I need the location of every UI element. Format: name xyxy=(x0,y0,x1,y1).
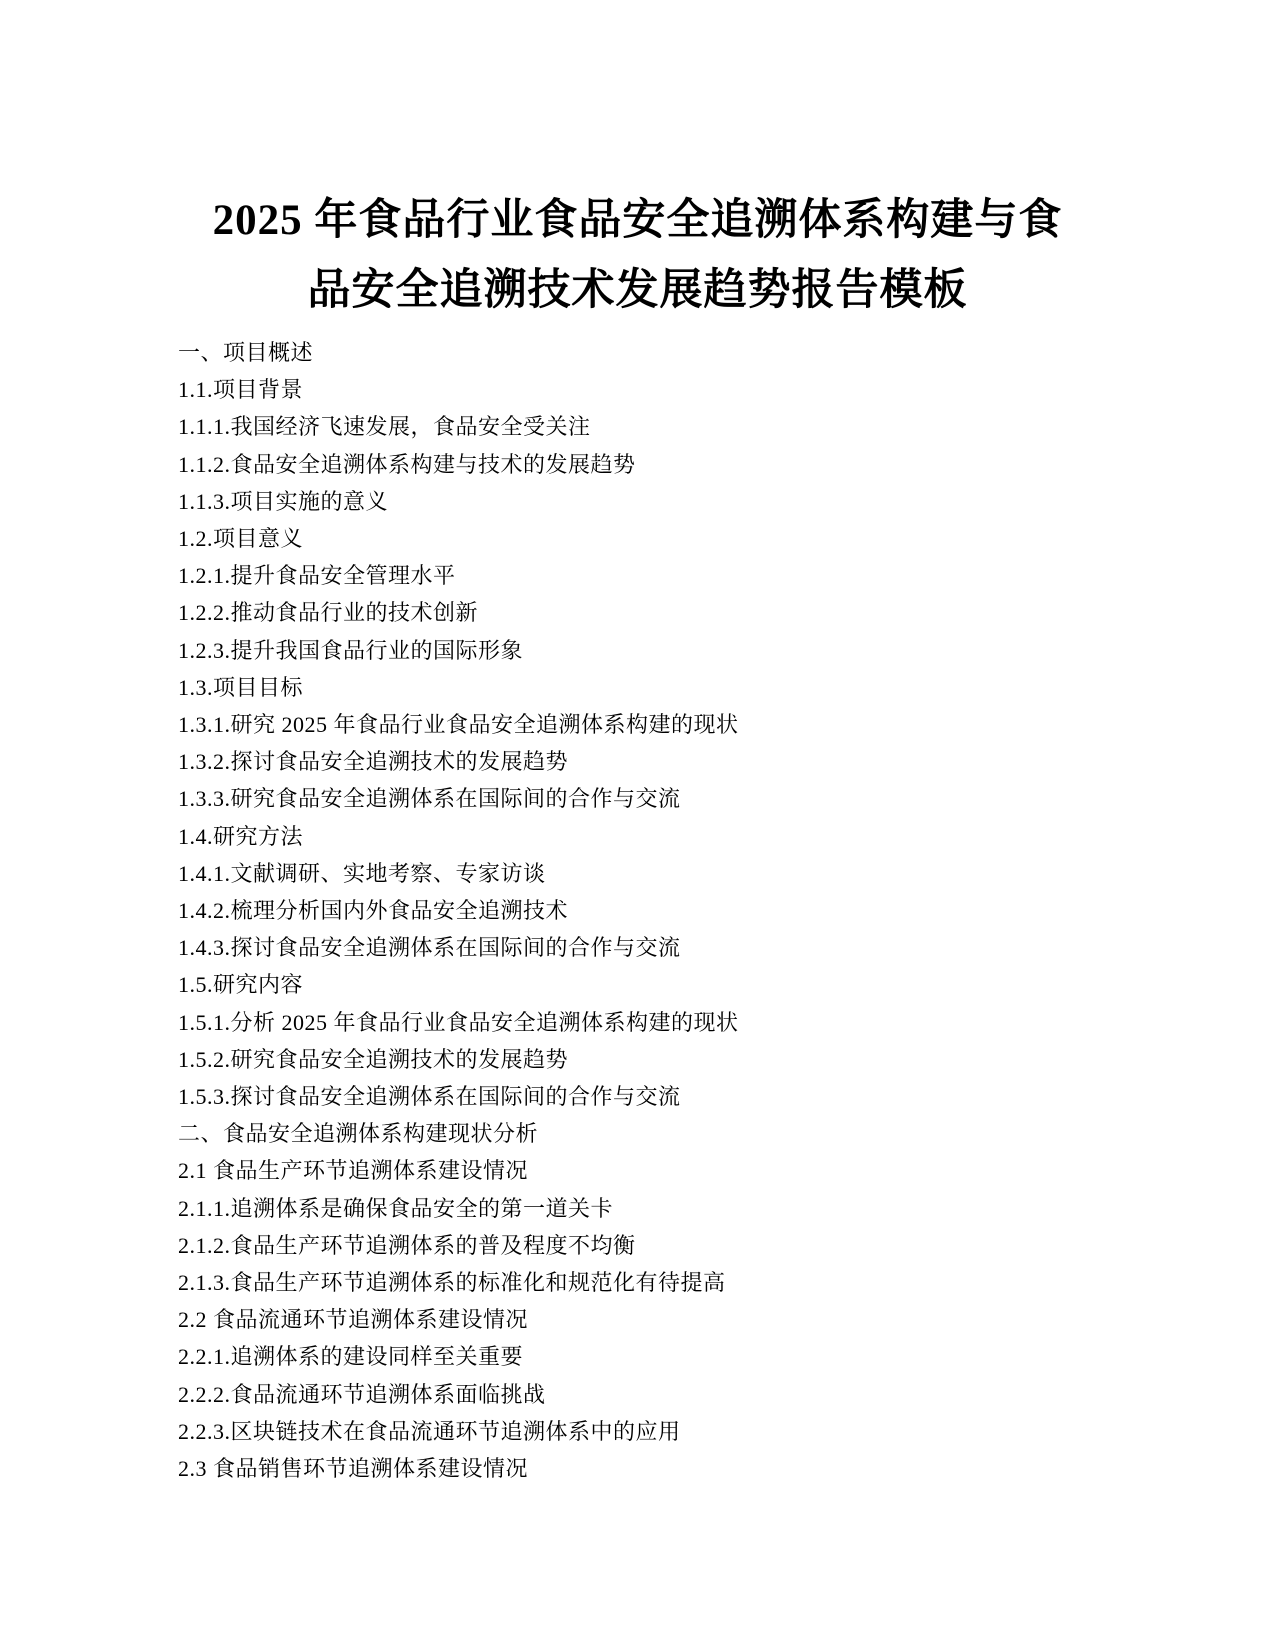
outline-item-1-5-1: 1.5.1.分析 2025 年食品行业食品安全追溯体系构建的现状 xyxy=(178,1009,739,1035)
outline-item-1-1-1: 1.1.1.我国经济飞速发展，食品安全受关注 xyxy=(178,414,591,440)
outline-item-1-2: 1.2.项目意义 xyxy=(178,526,304,552)
page-title-line-2: 品安全追溯技术发展趋势报告模板 xyxy=(307,267,968,314)
outline-item-1-3-1: 1.3.1.研究 2025 年食品行业食品安全追溯体系构建的现状 xyxy=(178,712,739,738)
outline-list xyxy=(178,334,1138,1487)
outline-item-1-4-1: 1.4.1.文献调研、实地考察、专家访谈 xyxy=(178,860,546,886)
page-title xyxy=(148,0,1128,326)
outline-item-2-1-3: 2.1.3.食品生产环节追溯体系的标准化和规范化有待提高 xyxy=(178,1270,726,1296)
outline-item-1-5: 1.5.研究内容 xyxy=(178,972,304,998)
outline-item-2-2-1: 2.2.1.追溯体系的建设同样至关重要 xyxy=(178,1344,524,1370)
outline-item-1-4: 1.4.研究方法 xyxy=(178,823,304,849)
outline-item-1-3-2: 1.3.2.探讨食品安全追溯技术的发展趋势 xyxy=(178,749,569,775)
outline-item-1-5-2: 1.5.2.研究食品安全追溯技术的发展趋势 xyxy=(178,1046,569,1072)
outline-item-2-3: 2.3 食品销售环节追溯体系建设情况 xyxy=(178,1456,529,1482)
outline-item-1-4-3: 1.4.3.探讨食品安全追溯体系在国际间的合作与交流 xyxy=(178,935,681,961)
page-title-line-1: 2025 年食品行业食品安全追溯体系构建与食 xyxy=(212,197,1063,244)
outline-item-1-1-3: 1.1.3.项目实施的意义 xyxy=(178,488,389,514)
outline-item-1-1: 1.1.项目背景 xyxy=(178,377,304,403)
outline-item-1-2-3: 1.2.3.提升我国食品行业的国际形象 xyxy=(178,637,524,663)
outline-item-1-5-3: 1.5.3.探讨食品安全追溯体系在国际间的合作与交流 xyxy=(178,1084,681,1110)
outline-item-2-1: 2.1 食品生产环节追溯体系建设情况 xyxy=(178,1158,529,1184)
outline-item-1-1-2: 1.1.2.食品安全追溯体系构建与技术的发展趋势 xyxy=(178,451,636,477)
outline-item-1-2-2: 1.2.2.推动食品行业的技术创新 xyxy=(178,600,479,626)
outline-item-1-3-3: 1.3.3.研究食品安全追溯体系在国际间的合作与交流 xyxy=(178,786,681,812)
outline-item-1-3: 1.3.项目目标 xyxy=(178,674,304,700)
outline-item-section-1: 一、项目概述 xyxy=(178,340,314,365)
outline-item-2-1-1: 2.1.1.追溯体系是确保食品安全的第一道关卡 xyxy=(178,1195,614,1221)
outline-item-2-2-3: 2.2.3.区块链技术在食品流通环节追溯体系中的应用 xyxy=(178,1418,681,1444)
outline-item-2-2-2: 2.2.2.食品流通环节追溯体系面临挑战 xyxy=(178,1381,546,1407)
outline-item-1-4-2: 1.4.2.梳理分析国内外食品安全追溯技术 xyxy=(178,898,569,924)
outline-item-2-1-2: 2.1.2.食品生产环节追溯体系的普及程度不均衡 xyxy=(178,1232,636,1258)
outline-item-section-2: 二、食品安全追溯体系构建现状分析 xyxy=(178,1121,539,1147)
outline-item-2-2: 2.2 食品流通环节追溯体系建设情况 xyxy=(178,1307,529,1333)
outline-item-1-2-1: 1.2.1.提升食品安全管理水平 xyxy=(178,563,456,589)
